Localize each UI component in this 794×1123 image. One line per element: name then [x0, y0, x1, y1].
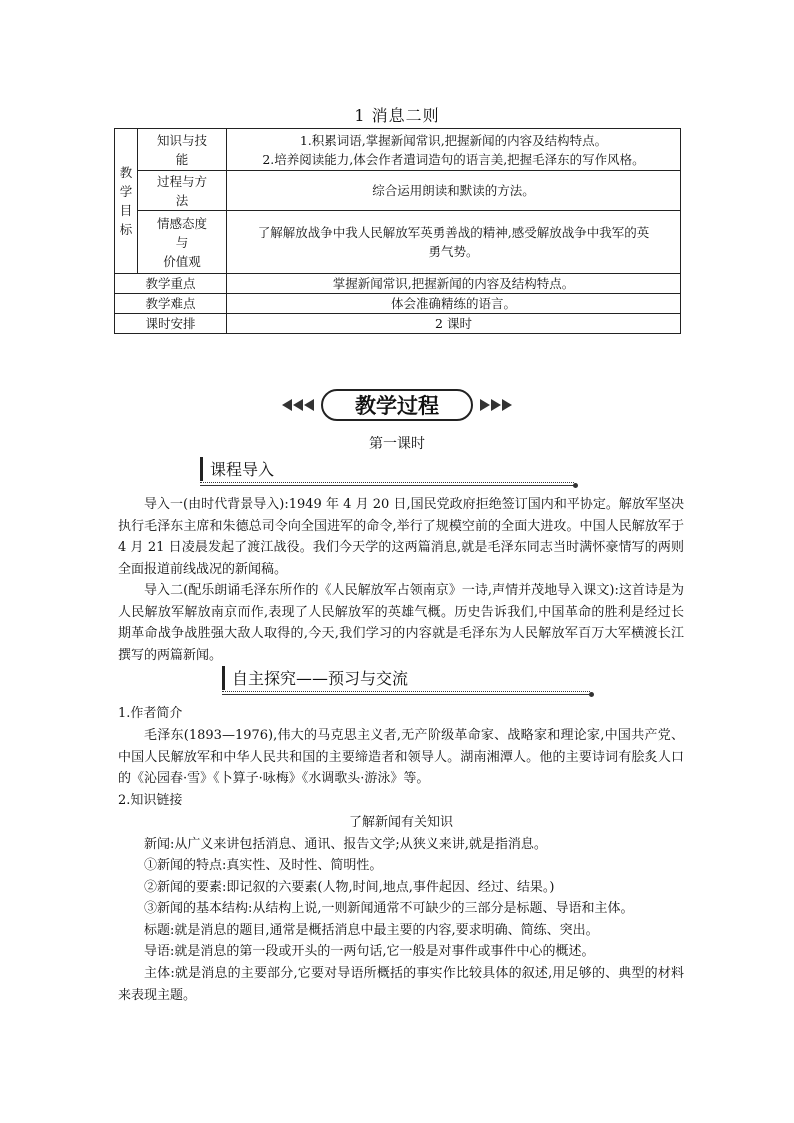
objectives-table — [114, 128, 681, 334]
document-title: 1 消息二则 — [354, 106, 440, 125]
objective-content-knowledge: 1.积累词语,掌握新闻常识,把握新闻的内容及结构特点。 2.培养阅读能力,体会作者遣词造句的语言美,把握毛泽东的写作风格。 — [227, 129, 681, 171]
knowledge-link-heading: 2.知识链接 — [118, 793, 183, 808]
knowledge-item: ①新闻的特点:真实性、及时性、简明性。 — [144, 858, 383, 873]
knowledge-item: 导语:就是消息的第一段或开头的一两句话,它一般是对事件或事件中心的概述。 — [144, 944, 595, 959]
teaching-process-banner — [0, 388, 794, 422]
objective-label-knowledge: 知识与技 能 — [138, 129, 227, 171]
objective-label-process: 过程与方 法 — [138, 171, 227, 211]
objective-content-process: 综合运用朗读和默读的方法。 — [227, 171, 681, 211]
key-points-value: 掌握新闻常识,把握新闻的内容及结构特点。 — [227, 274, 681, 294]
schedule-value: 2 课时 — [227, 314, 681, 334]
knowledge-item: ②新闻的要素:即记叙的六要素(人物,时间,地点,事件起因、经过、结果。) — [144, 880, 555, 895]
difficulties-value: 体会准确精练的语言。 — [227, 294, 681, 314]
objective-content-emotion: 了解解放战争中我人民解放军英勇善战的精神,感受解放战争中我军的英 勇气势。 — [227, 211, 681, 274]
section-intro-title: 课程导入 — [210, 460, 275, 479]
intro-paragraph-1: 导入一(由时代背景导入):1949 年 4 月 20 日,国民党政府拒绝签订国内和平协定。解放军坚决执行毛泽东主席和朱德总司令向全国进军的命令,举行了规模空前的全面大进攻。中国人民解放军于 4 月 21 日凌晨发起了渡江战役。我们今天学的这两篇消息,就是毛泽东同志当时满怀豪情写的两则全面报道前线战况的新闻稿。 — [118, 497, 684, 577]
objectives-group-label: 教 学 目 标 — [115, 129, 138, 274]
difficulties-label: 教学难点 — [115, 294, 227, 314]
section-explore-heading — [222, 666, 590, 692]
left-arrows-icon — [282, 399, 314, 411]
objective-label-emotion: 情感态度 与 价值观 — [138, 211, 227, 274]
lesson-heading: 第一课时 — [369, 436, 425, 452]
knowledge-item: ③新闻的基本结构:从结构上说,一则新闻通常不可缺少的三部分是标题、导语和主体。 — [144, 901, 634, 916]
knowledge-item: 主体:就是消息的主要部分,它要对导语所概括的事实作比较具体的叙述,用足够的、典型的材料来表现主题。 — [118, 966, 684, 1003]
knowledge-link-title: 了解新闻有关知识 — [348, 815, 453, 830]
key-points-label: 教学重点 — [115, 274, 227, 294]
intro-paragraph-2: 导入二(配乐朗诵毛泽东所作的《人民解放军占领南京》一诗,声情并茂地导入课文):这首诗是为人民解放军解放南京而作,表现了人民解放军的英雄气概。历史告诉我们,中国革命的胜利是经过长期革命战争战胜强大敌人取得的,今天,我们学习的内容就是毛泽东为人民解放军百万大军横渡长江撰写的两篇新闻。 — [118, 583, 684, 663]
knowledge-item: 标题:就是消息的题目,通常是概括消息中最主要的内容,要求明确、简练、突出。 — [144, 923, 599, 938]
banner-text: 教学过程 — [355, 394, 439, 418]
section-intro-heading — [200, 457, 574, 483]
section-explore-title: 自主探究——预习与交流 — [232, 669, 409, 688]
knowledge-item: 新闻:从广义来讲包括消息、通讯、报告文学;从狭义来讲,就是指消息。 — [144, 837, 547, 852]
right-arrows-icon — [480, 399, 512, 411]
author-text: 毛泽东(1893—1976),伟大的马克思主义者,无产阶级革命家、战略家和理论家,中国共产党、中国人民解放军和中华人民共和国的主要缔造者和领导人。湖南湘潭人。他的主要诗词有脍炙人口的《沁园春·雪》《卜算子·咏梅》《水调歌头·游泳》等。 — [118, 728, 684, 787]
schedule-label: 课时安排 — [115, 314, 227, 334]
author-heading: 1.作者简介 — [118, 706, 183, 721]
